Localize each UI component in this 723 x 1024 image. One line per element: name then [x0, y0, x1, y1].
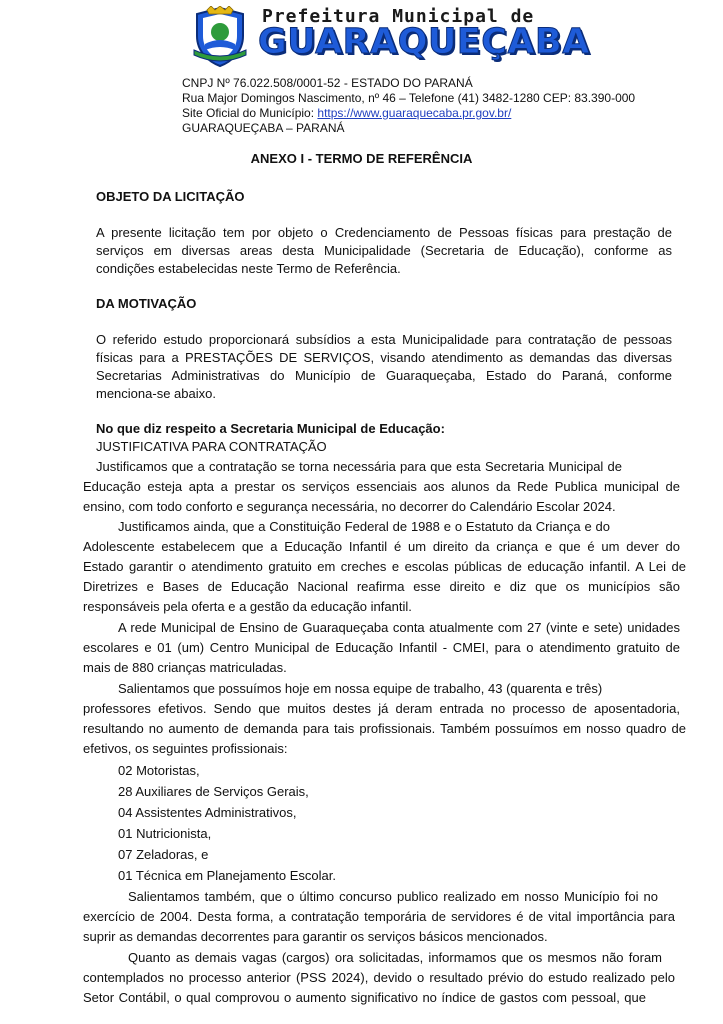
paragraph1-line: Justificamos que a contratação se torna necessária para que esta Secretaria Municipal de [96, 459, 622, 474]
paragraph2-line: Estado garantir o atendimento gratuito em creches e escolas públicas de educação infantil. A Lei de [83, 559, 686, 574]
paragraph4-line: efetivos, os seguintes profissionais: [83, 741, 288, 756]
paragraph6-line: Quanto as demais vagas (cargos) ora solicitadas, informamos que os mesmos não foram [128, 950, 662, 965]
section2-line: menciona-se abaixo. [96, 386, 216, 401]
brand-name: GUARAQUEÇABA [258, 22, 590, 62]
brand-subtitle: Prefeitura Municipal de [262, 6, 535, 27]
paragraph4-line: resultando no aumento de demanda para tais profissionais. Também possuímos em nosso quadro de [83, 721, 686, 736]
staff-list-item: 04 Assistentes Administrativos, [118, 805, 297, 820]
staff-list-item: 02 Motoristas, [118, 763, 200, 778]
paragraph2-line: responsáveis pela oferta e a gestão da educação infantil. [83, 599, 412, 614]
staff-list-item: 01 Nutricionista, [118, 826, 212, 841]
paragraph1-line: ensino, com todo conforto e segurança necessária, no decorrer do Calendário Escolar 2024. [83, 499, 616, 514]
paragraph2-line: Diretrizes e Bases de Educação Nacional reafirma esse direito e diz que os municípios são [83, 579, 680, 594]
staff-list-item: 28 Auxiliares de Serviços Gerais, [118, 784, 309, 799]
section2-line: Secretarias Administrativas do Município de Guaraqueçaba, Estado do Paraná, conforme [96, 368, 672, 383]
paragraph5-line: exercício de 2004. Desta forma, a contratação temporária de servidores é de vital importância para [83, 909, 675, 924]
section1-line: serviços em diversas areas desta Municipalidade (Secretaria de Educação), conforme as [96, 243, 672, 258]
header-city: GUARAQUEÇABA – PARANÁ [182, 121, 345, 135]
header-address: Rua Major Domingos Nascimento, nº 46 – Telefone (41) 3482-1280 CEP: 83.390-000 [182, 91, 636, 105]
document-title: ANEXO I - TERMO DE REFERÊNCIA [250, 151, 473, 166]
paragraph3-line: A rede Municipal de Ensino de Guaraqueçaba conta atualmente com 27 (vinte e sete) unidades [118, 620, 680, 635]
paragraph4-line: Salientamos que possuímos hoje em nossa equipe de trabalho, 43 (quarenta e três) [118, 681, 603, 696]
paragraph4-line: professores efetivos. Sendo que muitos destes já deram entrada no processo de aposentadoria, [83, 701, 680, 716]
paragraph3-line: mais de 880 crianças matriculadas. [83, 660, 287, 675]
section-subheading-justificativa: JUSTIFICATIVA PARA CONTRATAÇÃO [96, 439, 327, 454]
paragraph3-line: escolares e 01 (um) Centro Municipal de Educação Infantil - CMEI, para o atendimento gratuito de [83, 640, 680, 655]
municipal-coat-of-arms-logo [191, 6, 249, 68]
section-heading-educacao: No que diz respeito a Secretaria Municipal de Educação: [96, 421, 445, 436]
header-cnpj: CNPJ Nº 76.022.508/0001-52 - ESTADO DO PARANÁ [182, 76, 473, 90]
header-site [182, 106, 511, 120]
paragraph2-line: Adolescente estabelecem que a Educação Infantil é um direito da criança e que é um dever do [83, 539, 680, 554]
paragraph6-line: contemplados no processo anterior (PSS 2024), devido o resultado prévio do estudo realizado pelo [83, 970, 675, 985]
site-link[interactable]: https://www.guaraquecaba.pr.gov.br/ [317, 106, 512, 120]
section-heading-motivacao: DA MOTIVAÇÃO [96, 296, 197, 311]
paragraph1-line: Educação esteja apta a prestar os serviços essenciais aos alunos da Rede Publica municipal de [83, 479, 680, 494]
staff-list-item: 01 Técnica em Planejamento Escolar. [118, 868, 336, 883]
section1-line: condições estabelecidas neste Termo de Referência. [96, 261, 401, 276]
staff-list-item: 07 Zeladoras, e [118, 847, 209, 862]
section2-line: físicas para a PRESTAÇÕES DE SERVIÇOS, visando atendimento as demandas das diversas [96, 350, 672, 365]
section1-line: A presente licitação tem por objeto o Credenciamento de Pessoas físicas para prestação de [96, 225, 672, 240]
paragraph5-line: Salientamos também, que o último concurso publico realizado em nosso Município foi no [128, 889, 658, 904]
paragraph2-line: Justificamos ainda, que a Constituição Federal de 1988 e o Estatuto da Criança e do [118, 519, 610, 534]
paragraph6-line: Setor Contábil, o qual comprovou o aumento significativo no índice de gastos com pessoal, que [83, 990, 646, 1005]
paragraph5-line: suprir as demandas decorrentes para garantir os serviços básicos mencionados. [83, 929, 548, 944]
section2-line: O referido estudo proporcionará subsídios a esta Municipalidade para contratação de pessoas [96, 332, 672, 347]
header-site-label: Site Oficial do Município: [182, 106, 318, 120]
section-heading-objeto: OBJETO DA LICITAÇÃO [96, 189, 245, 204]
